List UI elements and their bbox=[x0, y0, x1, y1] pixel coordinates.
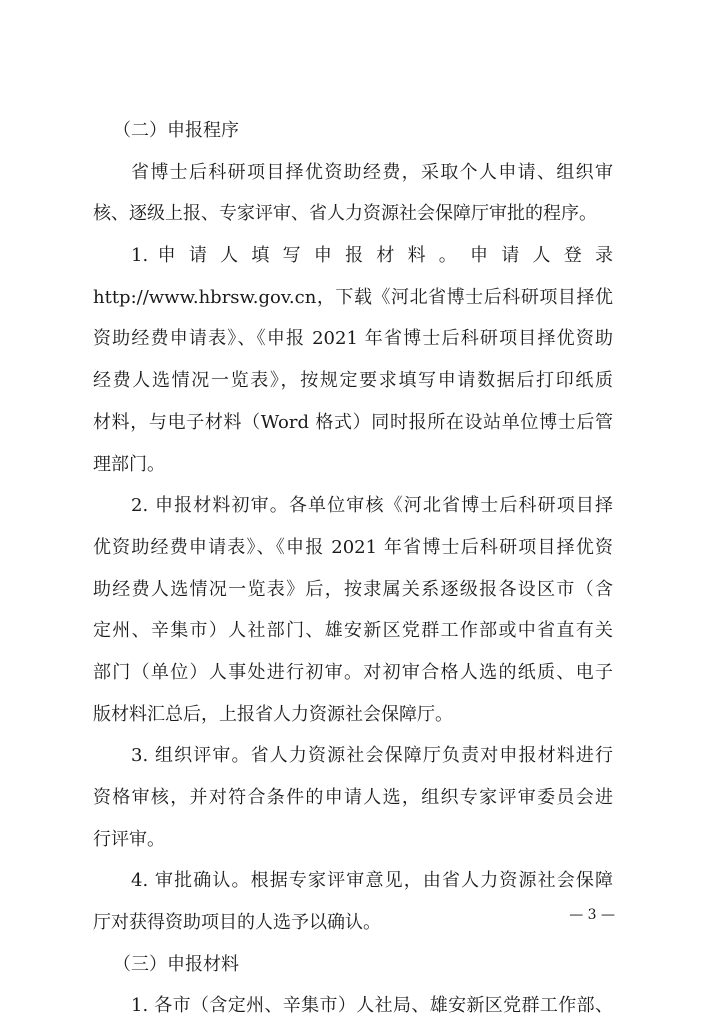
paragraph-line: 省博士后科研项目择优资助经费，采取个人申请、组织审 bbox=[131, 161, 613, 183]
paragraph-line: 资格审核，并对符合条件的申请人选，组织专家评审委员会进 bbox=[93, 787, 613, 808]
paragraph-line: 1. 各市（含定州、辛集市）人社局、雄安新区党群工作部、 bbox=[131, 995, 613, 1017]
paragraph-line: 经费人选情况一览表》，按规定要求填写申请数据后打印纸质 bbox=[93, 370, 613, 392]
paragraph-line: 材料，与电子材料（Word 格式）同时报所在设站单位博士后管 bbox=[93, 411, 613, 433]
paragraph-line: 厅对获得资助项目的人选予以确认。 bbox=[93, 912, 381, 934]
section-heading-application-materials: （三）申报材料 bbox=[113, 953, 239, 975]
paragraph-line: http://www.hbrsw.gov.cn，下载《河北省博士后科研项目择优 bbox=[93, 286, 613, 308]
paragraph-line: 1. 申 请 人 填 写 申 报 材 料 。 申 请 人 登 录 bbox=[131, 245, 613, 267]
document-body bbox=[93, 110, 613, 1027]
paragraph-line: 资助经费申请表》、《申报 2021 年省博士后科研项目择优资助 bbox=[93, 328, 613, 350]
paragraph-line: 优资助经费申请表》、《申报 2021 年省博士后科研项目择优资 bbox=[93, 536, 613, 558]
paragraph-line: 版材料汇总后，上报省人力资源社会保障厅。 bbox=[93, 703, 453, 725]
paragraph-line: 部门（单位）人事处进行初审。对初审合格人选的纸质、电子 bbox=[93, 661, 613, 683]
section-heading-application-procedure: （二）申报程序 bbox=[113, 120, 239, 141]
page-number: — 3 — bbox=[569, 907, 615, 923]
paragraph-line: 2. 申报材料初审。各单位审核《河北省博士后科研项目择 bbox=[131, 495, 613, 517]
paragraph-line: 4. 审批确认。根据专家评审意见，由省人力资源社会保障 bbox=[131, 870, 613, 892]
paragraph-line: 助经费人选情况一览表》后，按隶属关系逐级报各设区市（含 bbox=[93, 578, 613, 600]
paragraph-line: 定州、辛集市）人社部门、雄安新区党群工作部或中省直有关 bbox=[93, 620, 613, 642]
paragraph-line: 3. 组织评审。省人力资源社会保障厅负责对申报材料进行 bbox=[131, 745, 613, 767]
paragraph-line: 理部门。 bbox=[93, 453, 165, 475]
paragraph-line: 行评审。 bbox=[93, 828, 165, 850]
paragraph-line: 核、逐级上报、专家评审、省人力资源社会保障厅审批的程序。 bbox=[93, 203, 597, 225]
